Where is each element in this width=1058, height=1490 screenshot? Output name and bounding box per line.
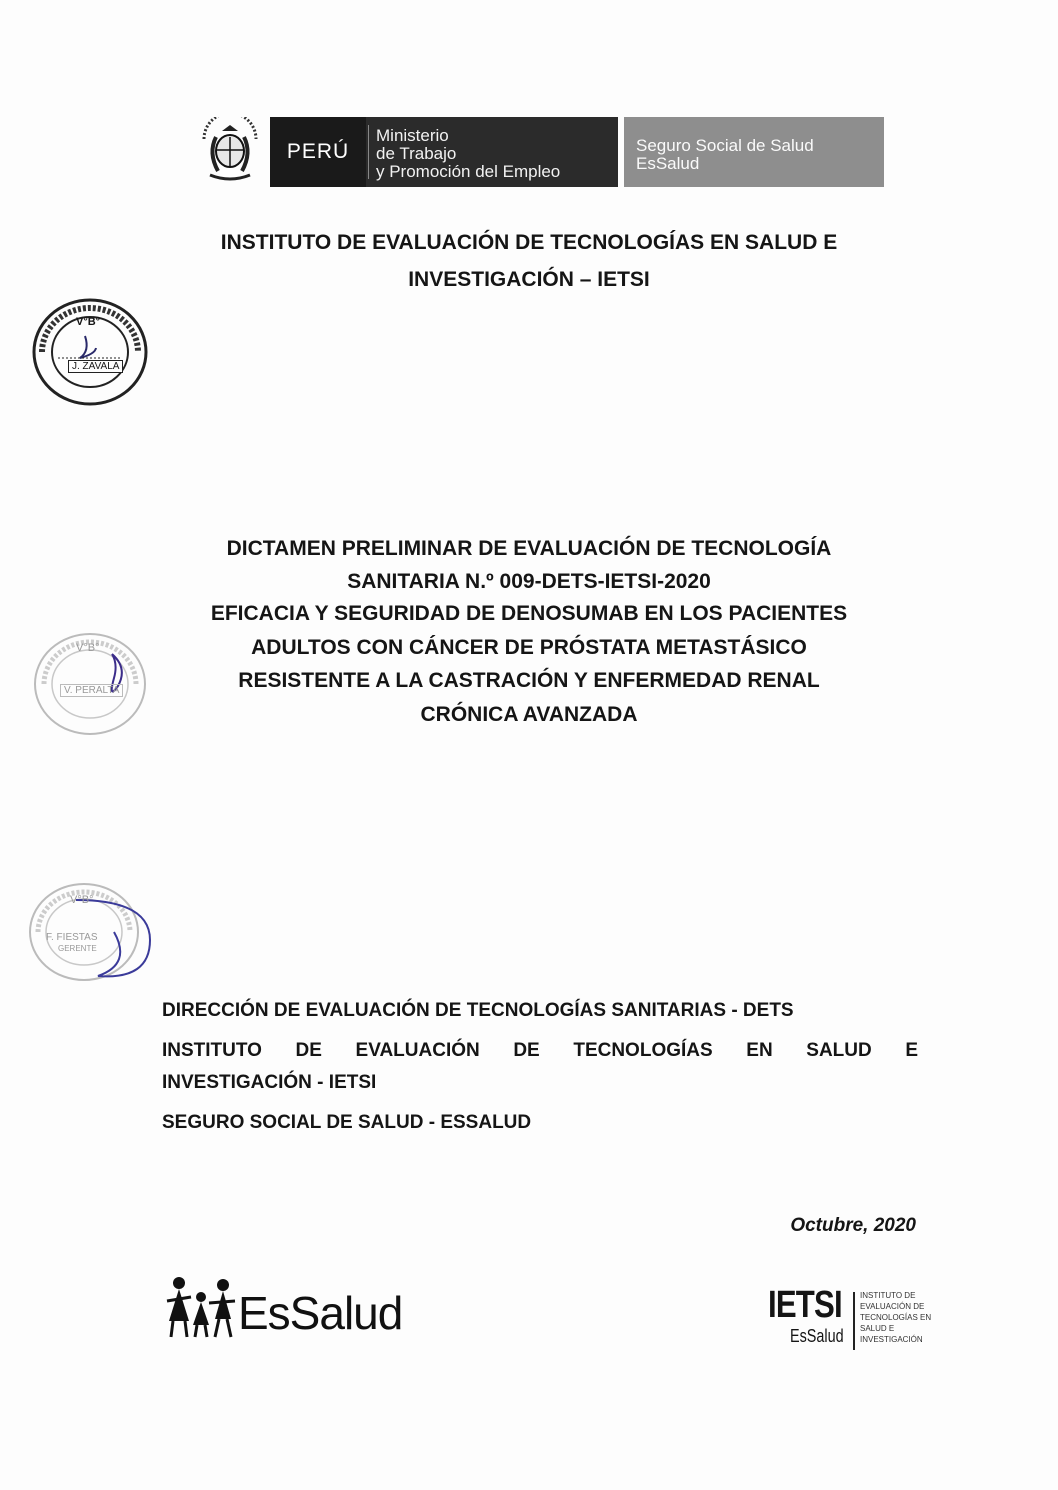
header-logo-bar — [190, 117, 890, 187]
stamp2-name: V. PERALTA — [60, 684, 123, 697]
ietsi-desc-line: TECNOLOGÍAS EN — [860, 1313, 932, 1322]
essalud-logo-text: EsSalud — [238, 1287, 403, 1339]
ietsi-desc-line: SALUD E — [860, 1324, 895, 1333]
document-date: Octubre, 2020 — [790, 1215, 916, 1236]
ietsi-desc-line: INSTITUTO DE — [860, 1291, 916, 1300]
ministry-label — [366, 117, 618, 187]
stamp1-vb: V°B° — [76, 316, 101, 328]
dictamen-line-2: SANITARIA N.º 009-DETS-IETSI-2020 — [347, 570, 711, 593]
family-figures-icon — [165, 1275, 237, 1339]
social-line-1: Seguro Social de Salud — [636, 136, 814, 155]
social-line-2: EsSalud — [636, 154, 700, 173]
directorate-line-3: INVESTIGACIÓN - IETSI — [162, 1072, 377, 1093]
stamp3-role: GERENTE — [58, 944, 97, 953]
ministry-line-2: de Trabajo — [376, 144, 457, 163]
ietsi-logo-divider — [853, 1292, 855, 1350]
peru-coat-of-arms-icon — [190, 117, 270, 187]
approval-stamp-peralta — [30, 628, 150, 740]
dictamen-line-5: RESISTENTE A LA CASTRACIÓN Y ENFERMEDAD RENAL — [238, 669, 820, 692]
approval-stamp-fiestas — [18, 880, 158, 988]
stamp2-vb: V°B° — [76, 642, 100, 654]
stamp3-vb: V°B° — [70, 894, 94, 906]
directorate-line-4: SEGURO SOCIAL DE SALUD - ESSALUD — [162, 1112, 532, 1133]
institute-title-line-2: INVESTIGACIÓN – IETSI — [408, 268, 650, 291]
stamp1-name: J. ZAVALA — [68, 360, 123, 373]
ietsi-logo-text: IETSI — [768, 1284, 842, 1326]
dictamen-line-6: CRÓNICA AVANZADA — [420, 703, 638, 726]
ietsi-logo-subtext: EsSalud — [790, 1326, 844, 1346]
directorate-line-1: DIRECCIÓN DE EVALUACIÓN DE TECNOLOGÍAS SANITARIAS - DETS — [162, 1000, 794, 1021]
directorate-line-2: INSTITUTO DE EVALUACIÓN DE TECNOLOGÍAS EN SALUD E — [162, 1040, 918, 1061]
dictamen-line-1: DICTAMEN PRELIMINAR DE EVALUACIÓN DE TECNOLOGÍA — [226, 537, 832, 560]
institute-title-line-1: INSTITUTO DE EVALUACIÓN DE TECNOLOGÍAS EN SALUD E — [220, 231, 838, 254]
ministry-line-3: y Promoción del Empleo — [376, 162, 561, 181]
social-security-label — [624, 117, 884, 187]
ietsi-logo-description — [860, 1290, 940, 1345]
approval-stamp-zavala — [30, 296, 150, 408]
ietsi-desc-line: INVESTIGACIÓN — [860, 1335, 923, 1344]
dictamen-line-4: ADULTOS CON CÁNCER DE PRÓSTATA METASTÁSICO — [251, 636, 807, 659]
ministry-line-1: Ministerio — [376, 126, 449, 145]
dictamen-line-3: EFICACIA Y SEGURIDAD DE DENOSUMAB EN LOS PACIENTES — [210, 602, 848, 625]
ietsi-desc-line: EVALUACIÓN DE — [860, 1302, 925, 1311]
stamp3-name: F. FIESTAS — [46, 932, 98, 943]
stamp-seal-icon — [30, 296, 150, 408]
peru-label: PERÚ — [270, 117, 366, 187]
